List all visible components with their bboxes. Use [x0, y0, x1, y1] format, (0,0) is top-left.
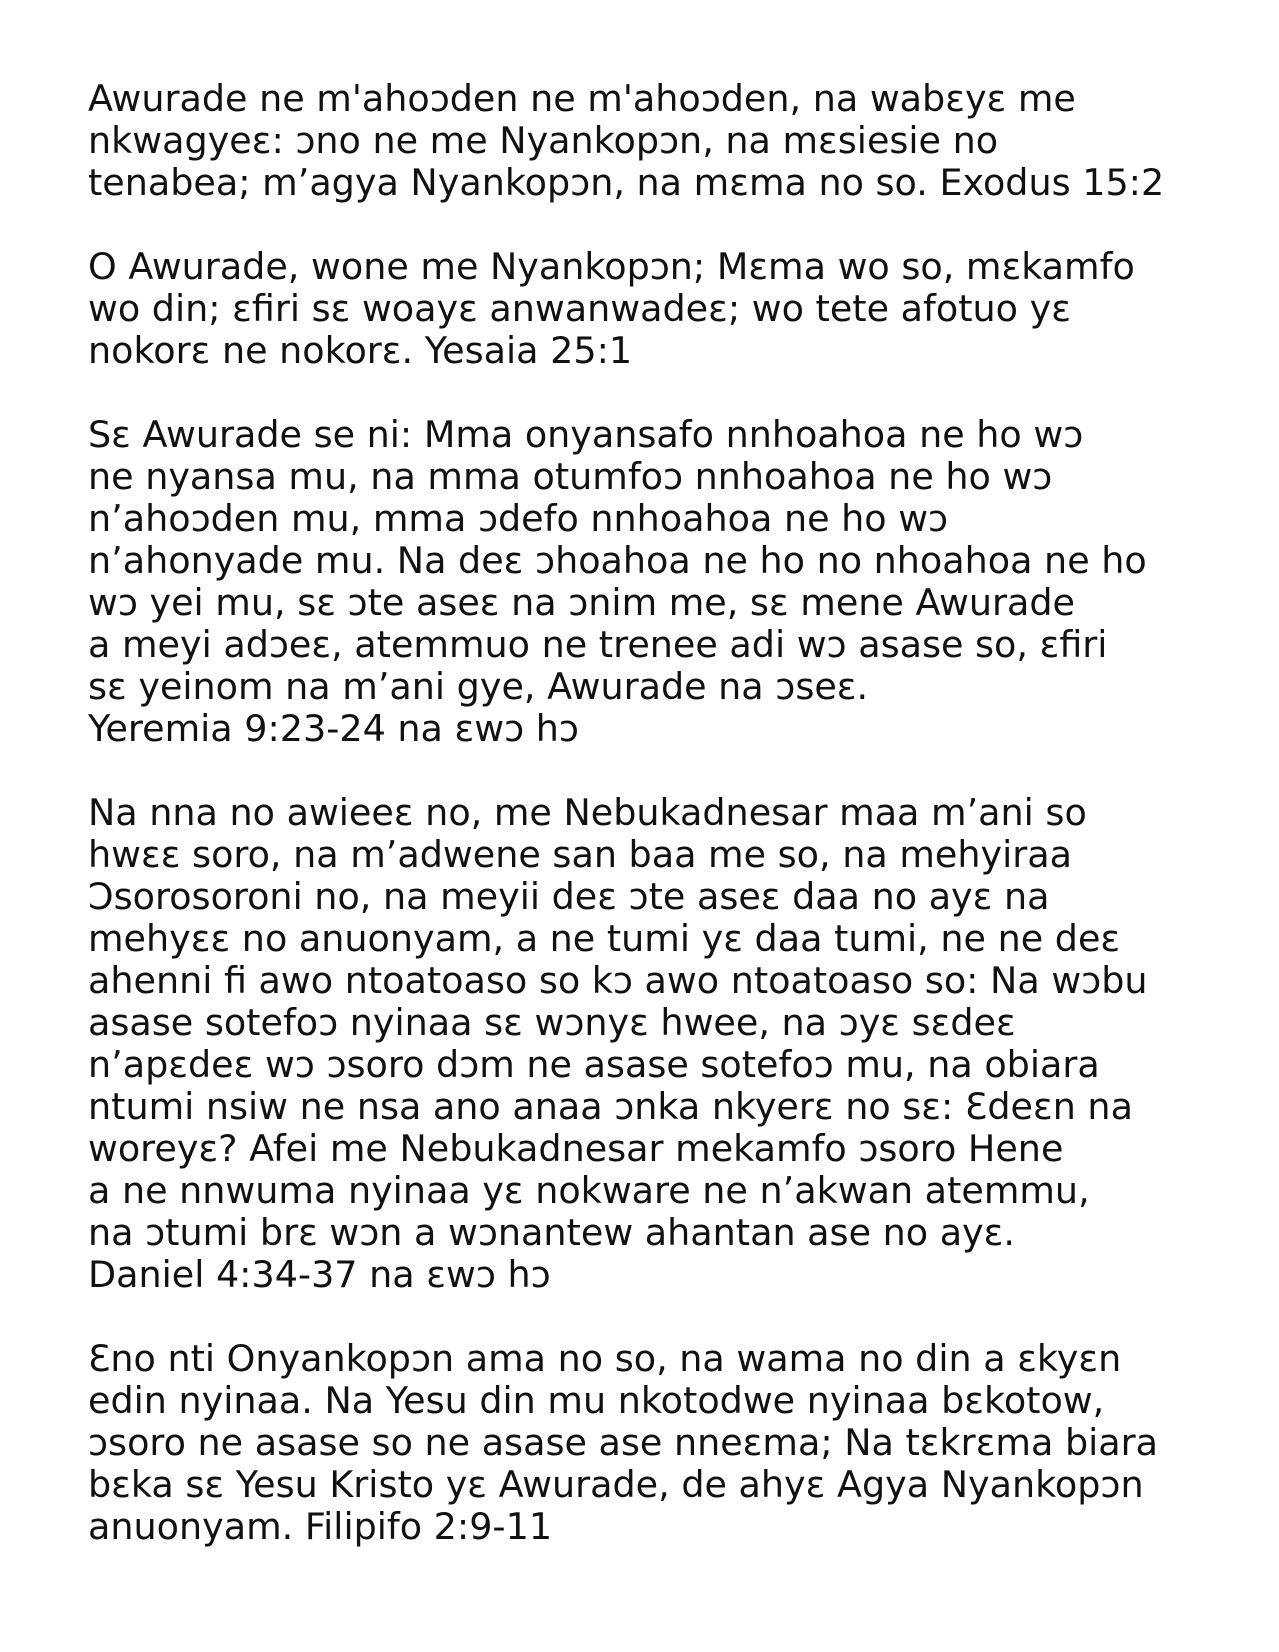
text-line: nokorɛ ne nokorɛ. Yesaia 25:1 — [88, 329, 633, 372]
text-line: edin nyinaa. Na Yesu din mu nkotodwe nyinaa bɛkotow, — [88, 1379, 1105, 1422]
text-line: Na nna no awieeɛ no, me Nebukadnesar maa m’ani so — [88, 791, 1087, 834]
text-line: Daniel 4:34-37 na ɛwɔ hɔ — [88, 1253, 551, 1296]
passage-daniel — [88, 792, 1228, 1296]
text-line: sɛ yeinom na m’ani gye, Awurade na ɔseɛ. — [88, 665, 869, 708]
text-line: Ɛno nti Onyankopɔn ama no so, na wama no din a ɛkyɛn — [88, 1337, 1122, 1380]
text-line: ne nyansa mu, na mma otumfoɔ nnhoahoa ne ho wɔ — [88, 455, 1053, 498]
text-line: a ne nnwuma nyinaa yɛ nokware ne n’akwan atemmu, — [88, 1169, 1090, 1212]
text-line: a meyi adɔeɛ, atemmuo ne trenee adi wɔ asase so, ɛfiri — [88, 623, 1108, 666]
document-page — [88, 78, 1228, 1590]
text-line: Yeremia 9:23-24 na ɛwɔ hɔ — [88, 707, 579, 750]
passage-exodus — [88, 78, 1228, 204]
text-line: na ɔtumi brɛ wɔn a wɔnantew ahantan ase no ayɛ. — [88, 1211, 1015, 1254]
text-line: O Awurade, wone me Nyankopɔn; Mɛma wo so, mɛkamfo — [88, 245, 1135, 288]
passage-yeremia — [88, 414, 1228, 750]
text-line: hwɛɛ soro, na m’adwene san baa me so, na mehyiraa — [88, 833, 1072, 876]
text-line: ɔsoro ne asase so ne asase ase nneɛma; Na tɛkrɛma biara — [88, 1421, 1158, 1464]
text-line: ntumi nsiw ne nsa ano anaa ɔnka nkyerɛ no sɛ: Ɛdeɛn na — [88, 1085, 1133, 1128]
text-line: asase sotefoɔ nyinaa sɛ wɔnyɛ hwee, na ɔyɛ sɛdeɛ — [88, 1001, 1016, 1044]
text-line: wɔ yei mu, sɛ ɔte aseɛ na ɔnim me, sɛ mene Awurade — [88, 581, 1075, 624]
passage-yesaia — [88, 246, 1228, 372]
passage-filipifo — [88, 1338, 1228, 1548]
text-line: wo din; ɛfiri sɛ woayɛ anwanwadeɛ; wo tete afotuo yɛ — [88, 287, 1071, 330]
text-line: n’ahoɔden mu, mma ɔdefo nnhoahoa ne ho wɔ — [88, 497, 949, 540]
text-line: Sɛ Awurade se ni: Mma onyansafo nnhoahoa ne ho wɔ — [88, 413, 1084, 456]
text-line: ahenni fi awo ntoatoaso so kɔ awo ntoatoaso so: Na wɔbu — [88, 959, 1148, 1002]
text-line: anuonyam. Filipifo 2:9-11 — [88, 1505, 553, 1548]
text-line: tenabea; m’agya Nyankopɔn, na mɛma no so. Exodus 15:2 — [88, 161, 1165, 204]
text-line: Awurade ne m'ahoɔden ne m'ahoɔden, na wabɛyɛ me — [88, 77, 1076, 120]
text-line: Ɔsorosoroni no, na meyii deɛ ɔte aseɛ daa no ayɛ na — [88, 875, 1050, 918]
text-line: nkwagyeɛ: ɔno ne me Nyankopɔn, na mɛsiesie no — [88, 119, 999, 162]
text-line: woreyɛ? Afei me Nebukadnesar mekamfo ɔsoro Hene — [88, 1127, 1064, 1170]
text-line: n’apɛdeɛ wɔ ɔsoro dɔm ne asase sotefoɔ mu, na obiara — [88, 1043, 1100, 1086]
text-line: bɛka sɛ Yesu Kristo yɛ Awurade, de ahyɛ Agya Nyankopɔn — [88, 1463, 1144, 1506]
text-line: mehyɛɛ no anuonyam, a ne tumi yɛ daa tumi, ne ne deɛ — [88, 917, 1121, 960]
text-line: n’ahonyade mu. Na deɛ ɔhoahoa ne ho no nhoahoa ne ho — [88, 539, 1147, 582]
